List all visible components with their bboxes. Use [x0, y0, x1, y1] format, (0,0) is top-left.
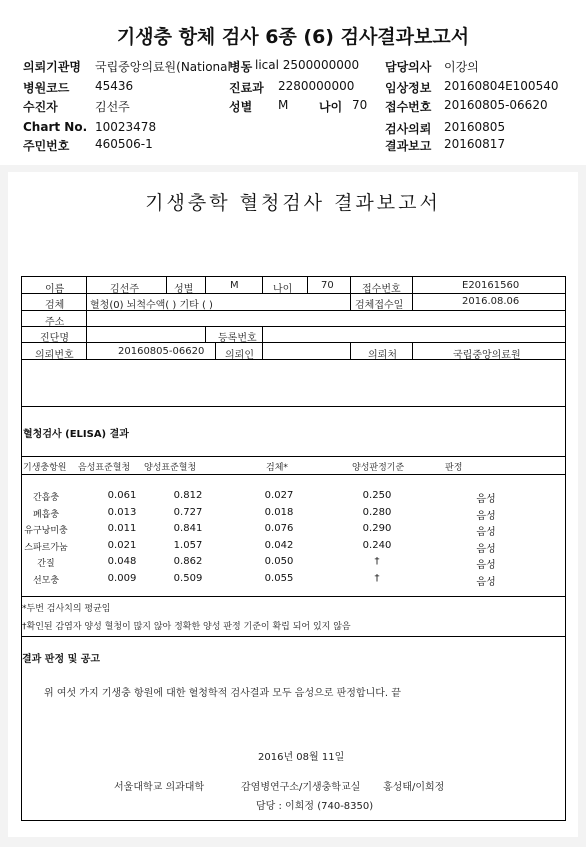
department-label: 진료과 — [229, 81, 264, 95]
table-cell-pos: 1.057 — [173, 539, 203, 551]
resident-no-label: 주민번호 — [23, 139, 70, 153]
table-cell-neg: 0.011 — [107, 523, 137, 534]
grid-line — [307, 276, 308, 293]
sex-label: 성별 — [229, 100, 253, 114]
sign-names: 홍성태/이희정 — [383, 782, 445, 793]
chart-no-value: 10023478 — [95, 120, 157, 134]
department-value: 2280000000 — [278, 79, 355, 93]
table-cell-sample: 0.018 — [264, 506, 294, 518]
table-cell-neg: 0.021 — [107, 539, 137, 551]
chart-no-label: Chart No. — [23, 120, 88, 134]
col-antigen: 기생충항원 — [23, 463, 67, 473]
table-cell-result: 음성 — [476, 510, 496, 522]
grid-line — [205, 276, 206, 293]
table-cell-antigen: 스파르가눔 — [24, 542, 68, 553]
col-negative: 음성표준혈청 — [78, 463, 131, 473]
hospital-code-label: 병원코드 — [23, 81, 70, 95]
scan-title: 기생충학 혈청검사 결과보고서 — [145, 192, 441, 214]
table-cell-antigen: 유구낭미충 — [24, 526, 68, 536]
age-value: 70 — [321, 280, 334, 291]
receipt-value: E20161560 — [462, 280, 520, 291]
table-cell-cutoff: 0.280 — [362, 506, 392, 518]
specimen-label: 검체 — [45, 300, 65, 311]
table-cell-sample: 0.027 — [264, 490, 294, 501]
grid-line — [350, 276, 351, 310]
table-cell-neg: 0.061 — [107, 490, 137, 501]
request-date-label: 검사의뢰 — [385, 122, 432, 136]
table-cell-sample: 0.076 — [264, 523, 294, 534]
grid-line — [262, 326, 263, 342]
receipt-label: 접수번호 — [362, 284, 401, 295]
hospital-code-value: 45436 — [95, 79, 134, 93]
sign-department: 감염병연구소/기생충학교실 — [241, 782, 361, 793]
collector-value: 김선주 — [95, 100, 130, 114]
grid-line — [262, 342, 263, 359]
conclusion-title: 결과 판정 및 공고 — [22, 654, 101, 665]
table-cell-result: 음성 — [476, 527, 496, 538]
table-cell-cutoff: † — [374, 556, 380, 567]
table-cell-neg: 0.048 — [107, 556, 137, 567]
table-cell-cutoff: 0.250 — [362, 490, 392, 501]
table-cell-pos: 0.509 — [173, 572, 203, 584]
table-cell-antigen: 간질 — [37, 559, 55, 569]
date-value: 2016.08.06 — [462, 296, 520, 307]
table-cell-cutoff: † — [374, 572, 380, 584]
ward-value: lical 2500000000 — [255, 58, 360, 72]
request-org-value: 국립중앙의료원 — [453, 350, 521, 361]
clinical-info-value: 20160804E100540 — [444, 79, 559, 93]
grid-line — [21, 326, 566, 327]
table-cell-pos: 0.727 — [173, 506, 203, 518]
name-value: 김선주 — [110, 284, 139, 295]
col-positive: 양성표준혈청 — [144, 463, 197, 473]
table-cell-result: 음성 — [476, 543, 496, 555]
grid-line — [262, 276, 263, 293]
col-result: 판정 — [445, 463, 463, 473]
receipt-no-label: 접수번호 — [385, 100, 432, 114]
table-cell-sample: 0.055 — [264, 572, 294, 584]
grid-line — [205, 326, 206, 342]
sign-date: 2016년 08월 11일 — [258, 752, 345, 763]
grid-line — [86, 276, 87, 359]
report-title: 기생충 항체 검사 6종 (6) 검사결과보고서 — [116, 26, 470, 48]
report-date-label: 결과보고 — [385, 139, 432, 153]
grid-line — [350, 342, 351, 359]
registration-label: 등록번호 — [218, 333, 257, 344]
name-label: 이름 — [45, 284, 65, 295]
doctor-label: 담당의사 — [385, 60, 432, 74]
specimen-value: 혈청(0) 뇌척수액( ) 기타 ( ) — [90, 300, 213, 311]
table-cell-pos: 0.841 — [173, 523, 203, 534]
grid-line — [21, 456, 566, 457]
col-cutoff: 양성판정기준 — [352, 463, 405, 473]
sex-label: 성별 — [174, 284, 194, 295]
table-cell-antigen: 선모충 — [32, 575, 60, 586]
table-cell-antigen: 폐흡충 — [32, 509, 60, 520]
contact: 담당 : 이희정 (740-8350) — [256, 801, 374, 812]
elisa-section-title: 혈청검사 (ELISA) 결과 — [23, 429, 129, 440]
date-label: 검체접수일 — [355, 300, 404, 311]
request-date-value: 20160805 — [444, 120, 506, 134]
table-cell-sample: 0.050 — [264, 556, 294, 567]
grid-line — [21, 406, 566, 407]
grid-line — [21, 293, 566, 294]
institution-value: 국립중앙의료원(National — [95, 60, 231, 74]
table-cell-sample: 0.042 — [264, 539, 294, 551]
conclusion-text: 위 여섯 가지 기생충 항원에 대한 혈청학적 검사결과 모두 음성으로 판정합니다. 끝 — [44, 688, 401, 699]
table-cell-antigen: 간흡충 — [32, 493, 60, 503]
institution-label: 의뢰기관명 — [23, 60, 81, 74]
table-cell-pos: 0.862 — [173, 556, 203, 567]
report-date-value: 20160817 — [444, 137, 506, 151]
grid-line — [21, 474, 566, 475]
col-sample: 검체* — [266, 463, 288, 473]
collector-label: 수진자 — [23, 100, 58, 114]
sex-value: M — [278, 98, 289, 112]
table-cell-cutoff: 0.240 — [362, 539, 392, 551]
age-value: 70 — [352, 98, 368, 112]
sign-organization: 서울대학교 의과대학 — [114, 782, 205, 793]
receipt-no-value: 20160805-06620 — [444, 98, 548, 112]
doctor-value: 이강의 — [444, 60, 479, 74]
clinical-info-label: 임상정보 — [385, 81, 432, 95]
age-label: 나이 — [273, 284, 293, 295]
grid-line — [412, 342, 413, 359]
table-cell-result: 음성 — [476, 560, 496, 571]
request-no-value: 20160805-06620 — [118, 346, 205, 357]
table-cell-neg: 0.009 — [107, 572, 137, 584]
age-label: 나이 — [319, 100, 343, 114]
table-cell-result: 음성 — [476, 576, 496, 588]
request-no-label: 의뢰번호 — [35, 350, 74, 361]
grid-line — [166, 276, 167, 293]
table-cell-pos: 0.812 — [173, 490, 203, 501]
grid-line — [412, 276, 413, 310]
grid-line — [21, 636, 566, 637]
sex-value: M — [230, 280, 239, 291]
note-cutoff: †확인된 감염자 양성 혈청이 많지 않아 정확한 양성 판정 기준이 확립 되어 있지 않음 — [22, 622, 351, 632]
grid-line — [215, 342, 216, 359]
address-label: 주소 — [45, 317, 65, 328]
request-org-label: 의뢰처 — [368, 350, 397, 361]
diagnosis-label: 진단명 — [40, 333, 69, 344]
note-average: *두번 검사치의 평균임 — [22, 604, 111, 614]
grid-line — [21, 342, 566, 343]
requester-label: 의뢰인 — [225, 350, 254, 361]
grid-line — [21, 596, 566, 597]
ward-label: 병동 — [229, 60, 253, 74]
table-cell-cutoff: 0.290 — [362, 523, 392, 534]
table-cell-result: 음성 — [476, 494, 496, 505]
resident-no-value: 460506-1 — [95, 137, 153, 151]
table-cell-neg: 0.013 — [107, 506, 137, 518]
